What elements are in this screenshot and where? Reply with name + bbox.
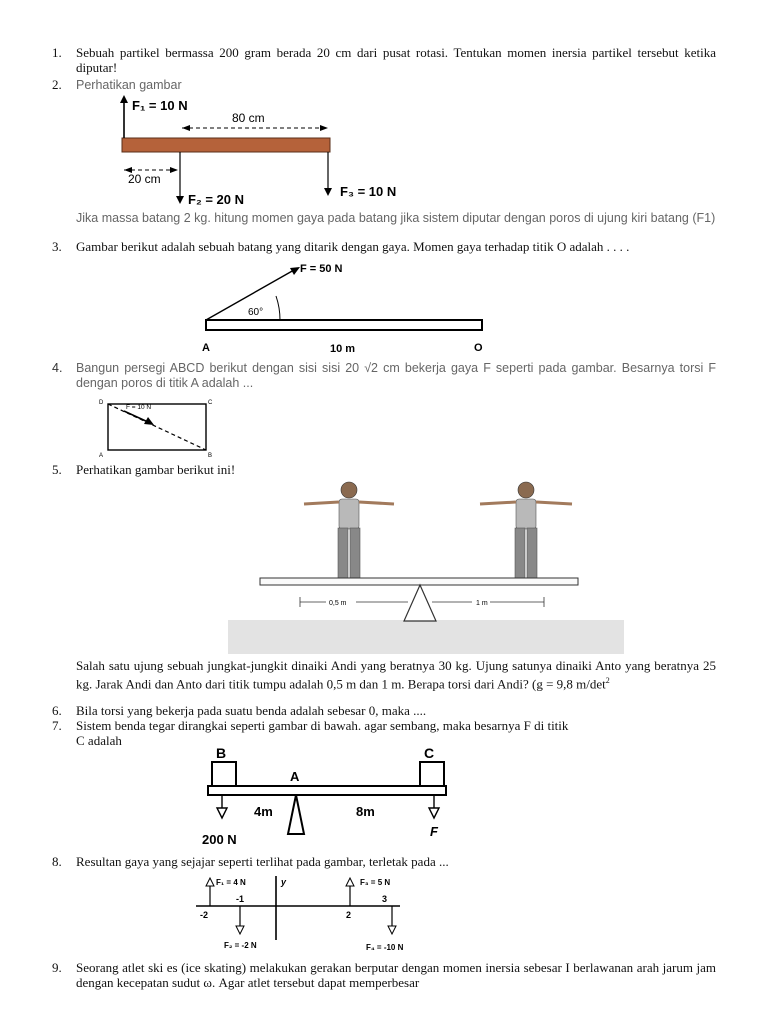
point-b: B (208, 453, 213, 458)
question-9 (52, 961, 716, 990)
dim-right-label: 1 m (476, 600, 488, 607)
f1-label: F₁ = 10 N (132, 98, 188, 113)
question-2 (52, 78, 716, 93)
question-number: 7. (52, 718, 62, 733)
question-5 (52, 463, 716, 478)
ground (228, 620, 624, 654)
question-text: Sistem benda tegar dirangkai seperti gambar di bawah. agar sembang, maka besarnya F di titik (76, 718, 569, 733)
f1-arrow-head (206, 878, 214, 886)
f1-arrow-head (120, 95, 128, 103)
fulcrum (404, 585, 436, 621)
point-a: A (202, 342, 210, 354)
question-5-after: Salah satu ujung sebuah jungkat-jungkit dinaiki Andi yang beratnya 30 kg. Ujung satunya dinaiki Anto yang beratnya 25 kg. Jarak Andi dan Anto dari titik tumpu adalah 0,5 m dan 1 m. Berapa torsi dari Andi? (g = 9,8 m/det (76, 658, 716, 691)
f3-arrow-head (346, 878, 354, 886)
f2-arrow-head (176, 196, 184, 204)
force-arrow-head (429, 808, 439, 818)
beam (208, 786, 446, 795)
question-number: 8. (52, 854, 62, 869)
axis-y-label: y (281, 877, 287, 887)
box-b (212, 762, 236, 786)
tick-neg1: -1 (236, 894, 245, 904)
force-label: F (430, 824, 438, 839)
question-8 (52, 855, 716, 870)
person-anto (480, 482, 572, 578)
rod (206, 320, 482, 330)
question-6 (52, 704, 716, 719)
question-number: 1. (52, 45, 62, 60)
question-5-text-after (76, 659, 716, 691)
dim20-arrow-right (170, 167, 178, 173)
angle-label: 60° (248, 307, 264, 318)
figure-pulled-rod (196, 258, 496, 358)
tick-2: 2 (346, 910, 352, 920)
tick-3: 3 (382, 894, 388, 904)
figure-balance-beam (196, 744, 456, 850)
f4-arrow-head (388, 926, 396, 934)
f3-arrow-head (324, 188, 332, 196)
f1-label: F₁ = 4 N (216, 878, 246, 887)
question-text: Sebuah partikel bermassa 200 gram berada 20 cm dari pusat rotasi. Tentukan momen inersia partikel tersebut ketika diputar! (76, 45, 716, 75)
force-label: F = 10 N (126, 404, 152, 411)
question-number: 4. (52, 361, 63, 375)
rod (122, 138, 330, 152)
question-number: 6. (52, 703, 62, 718)
figure-parallel-forces (196, 870, 426, 956)
question-3 (52, 240, 716, 255)
question-number: 9. (52, 960, 62, 975)
label-b: B (216, 745, 227, 761)
f4-label: F₄ = -10 N (366, 943, 404, 952)
question-1 (52, 46, 716, 75)
question-text: Resultan gaya yang sejajar seperti terlihat pada gambar, terletak pada ... (76, 854, 449, 869)
dim-80-label: 80 cm (232, 111, 265, 125)
question-text: Gambar berikut adalah sebuah batang yang ditarik dengan gaya. Momen gaya terhadap titik O adalah . . . . (76, 239, 630, 254)
weight-label: 200 N (202, 832, 237, 847)
point-c: C (208, 400, 213, 406)
dim-arrow-right (320, 125, 328, 131)
point-a: A (99, 453, 104, 458)
weight-arrow-head (217, 808, 227, 818)
question-text: Bangun persegi ABCD berikut dengan sisi sisi 20 √2 cm bekerja gaya F seperti pada gambar. Besarnya torsi F dengan poros di titik A adalah ... (76, 361, 716, 390)
box-c (420, 762, 444, 786)
superscript: 2 (605, 675, 610, 685)
point-o: O (474, 342, 483, 354)
label-a: A (290, 769, 300, 784)
figure-square-abcd (96, 396, 226, 458)
board (260, 578, 578, 585)
question-text-2: C adalah (76, 732, 122, 748)
person-andi (304, 482, 394, 578)
question-4 (52, 361, 716, 390)
angle-arc (276, 296, 280, 320)
figure-rod-forces (110, 94, 420, 210)
force-label: F = 50 N (300, 263, 343, 275)
figure-seesaw (228, 478, 628, 654)
f3-label: F₃ = 10 N (340, 184, 397, 199)
question-2-text-after: Jika massa batang 2 kg. hitung momen gaya pada batang jika sistem diputar dengan poros di ujung kiri batang (F1) (76, 211, 716, 225)
question-text: Seorang atlet ski es (ice skating) melakukan gerakan berputar dengan momen inersia sebesar I berlawanan arah jarum jam dengan kecepatan sudut ω. Agar atlet tersebut dapat memperbesar (76, 960, 716, 990)
length-label: 10 m (330, 343, 356, 355)
point-d: D (99, 400, 104, 406)
question-number: 2. (52, 77, 62, 92)
question-number: 5. (52, 462, 62, 477)
dim-4m: 4m (254, 804, 273, 819)
question-number: 3. (52, 239, 62, 254)
label-c: C (424, 745, 435, 761)
dim-20-label: 20 cm (128, 172, 161, 186)
dim-8m: 8m (356, 804, 375, 819)
fulcrum (288, 795, 304, 834)
question-text: Bila torsi yang bekerja pada suatu benda adalah sebesar 0, maka .... (76, 703, 427, 718)
f2-label: F₂ = -2 N (224, 941, 257, 950)
f3-label: F₃ = 5 N (360, 878, 391, 887)
f2-arrow-head (236, 926, 244, 934)
f2-label: F₂ = 20 N (188, 192, 244, 207)
dim-arrow-left (182, 125, 190, 131)
question-text: Perhatikan gambar (76, 78, 182, 92)
dim-left-label: 0,5 m (329, 600, 347, 607)
tick-neg2: -2 (200, 910, 209, 920)
question-text: Perhatikan gambar berikut ini! (76, 462, 236, 477)
